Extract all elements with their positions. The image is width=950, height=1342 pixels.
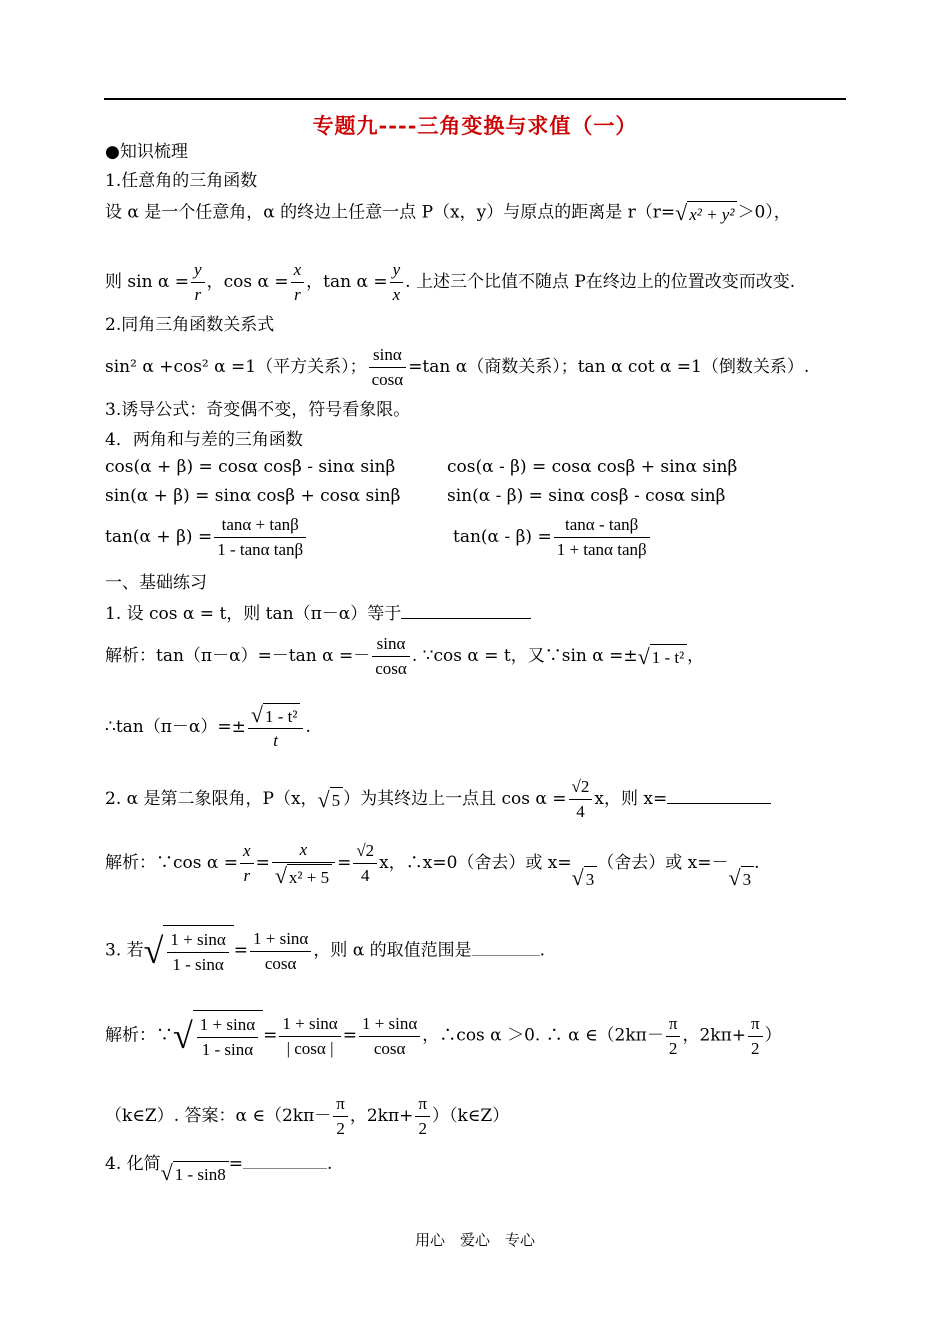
text-ratios-tail: . 上述三个比值不随点 P在终边上的位置改变而改变. — [405, 272, 796, 292]
question-1: 1. 设 cos α = t，则 tan（π－α）等于 — [105, 600, 531, 626]
answer-blank-2[interactable] — [667, 785, 771, 804]
radical-question-3: √ $\frac{1 + \sin\alpha}{1 - \sin\alpha}$ — [144, 925, 234, 977]
frac-x-over-r: $\frac{x}{r}$ — [240, 839, 254, 888]
section-knowledge: ●知识梳理 — [105, 142, 188, 162]
text-ratios-lead: 则 sin α = — [105, 272, 190, 292]
frac-tan: $\frac{y}{x}$ — [390, 258, 404, 307]
frac-question-2: $\frac{√2}{4}$ — [569, 775, 593, 824]
question-3: 3. 若√ $\frac{1 + \sin\alpha}{1 - \sin\alpha}$ = $\frac{1 + \sin\alpha}{\cos\alpha}$ ，则 α 的取值范围是 . — [105, 925, 545, 977]
radical-sqrt5: √ 5 — [318, 787, 344, 813]
radical-question-4: √ 1 - sin8 — [161, 1160, 229, 1186]
answer-3: 解析：∵√ $\frac{1 + \sin\alpha}{1 - \sin\alpha}$ = $\frac{1 + \sin\alpha}{| \cos\alpha |}$ = $\frac{1 + \sin\alpha}{\cos\alpha}$ ，∴cos α ＞0. ∴ α ∈（2kπ－ $\frac{\pi}{2}$ ，2kπ+ $\frac{\pi}{2}$ ） — [105, 1010, 782, 1062]
frac-tan-diff: $\frac{\tan\alpha - \tan\beta}{\text{1 + tanα tanβ}}$ — [554, 513, 650, 562]
answer-3-final: （k∈Z）. 答案：α ∈（2kπ－ $\frac{\pi}{2}$ ，2kπ+ $\frac{\pi}{2}$ ）（k∈Z） — [105, 1092, 509, 1141]
section-basic: 一、基础练习 — [105, 573, 207, 593]
question-4: 4. 化简√ 1 - sin8= . — [105, 1150, 332, 1186]
frac-conclusion-1: $\frac{\text{√ 1 - t²}}{t}$ — [248, 702, 304, 753]
top-rule — [104, 98, 846, 100]
answer-2: 解析：∵cos α = $\frac{x}{r}$ = $\frac{x}{\text{√ x² + 5}}$ = $\frac{√2}{4}$ x，∴x=0（舍去）或 x=√ 3（舍去）或 x=－√ 3. — [105, 840, 760, 891]
page-title: 专题九----三角变换与求值（一） — [312, 113, 638, 138]
page-footer: 用心 爱心 专心 — [414, 1231, 535, 1249]
frac-abs-cos: $\frac{1 + \sin\alpha}{| \cos\alpha |}$ — [279, 1012, 340, 1061]
answer-1: 解析：tan（π－α）=－tan α =－ $\frac{\sin\alpha}{\cos\alpha}$ . ∵cos α = t，又∵sin α =±√ 1 - t² ， — [105, 632, 704, 681]
text-identities-a: sin² α +cos² α =1（平方关系）； — [105, 357, 367, 377]
conclusion-1: ∴tan（π－α）=± $\frac{\text{√ 1 - t²}}{t}$ . — [105, 702, 311, 753]
text-identities — [105, 343, 809, 392]
answer-blank-3[interactable] — [472, 937, 540, 956]
formula-tan-sum: tan(α + β) = $\frac{\tan\alpha + \tan\beta}{\text{1 - tanα tanβ}}$ — [105, 513, 308, 562]
question-2: 2. α 是第二象限角，P（x，√ 5 ）为其终边上一点且 cos α = $\frac{√2}{4}$ x，则 x= — [105, 775, 771, 824]
text-ratios — [105, 258, 795, 307]
answer-blank-1[interactable] — [401, 600, 531, 619]
frac-pi-over-2-b: $\frac{\pi}{2}$ — [748, 1012, 763, 1061]
formula-cos-sum: cos(α + β) = cosα cosβ - sinα sinβ — [105, 457, 396, 477]
answer-blank-4[interactable] — [243, 1150, 327, 1169]
section-4: 4．两角和与差的三角函数 — [105, 430, 303, 450]
section-1: 1.任意角的三角函数 — [105, 171, 258, 191]
text-definition — [105, 200, 791, 226]
frac-cos: $\frac{x}{r}$ — [291, 258, 305, 307]
formula-sin-sum: sin(α + β) = sinα cosβ + cosα sinβ — [105, 486, 401, 506]
formula-cos-diff: cos(α - β) = cosα cosβ + sinα sinβ — [447, 457, 738, 477]
frac-pi-over-2-d: $\frac{\pi}{2}$ — [415, 1092, 430, 1141]
section-3: 3.诱导公式：奇变偶不变，符号看象限。 — [105, 400, 411, 420]
frac-x-over-radical: $\frac{x}{\text{√ x² + 5}}$ — [272, 838, 335, 889]
text-identities-b: =tan α（商数关系）；tan α cot α =1（倒数关系）. — [408, 357, 810, 377]
frac-pi-over-2-c: $\frac{\pi}{2}$ — [333, 1092, 348, 1141]
frac-tan-sum: $\frac{\tan\alpha + \tan\beta}{\text{1 - tanα tanβ}}$ — [214, 513, 306, 562]
text-definition-a: 设 α 是一个任意角，α 的终边上任意一点 P（x，y）与原点的距离是 r（r= — [105, 202, 676, 223]
frac-sin-cos: $\frac{\sin\alpha}{\cos\alpha}$ — [369, 343, 407, 392]
section-2: 2.同角三角函数关系式 — [105, 315, 275, 335]
frac-answer-1: $\frac{\sin\alpha}{\cos\alpha}$ — [372, 632, 410, 681]
radical-sqrt3-a: √ 3 — [572, 865, 598, 891]
formula-sin-diff: sin(α - β) = sinα cosβ - cosα sinβ — [447, 486, 726, 506]
text-ratios-cos: ，cos α = — [206, 272, 289, 292]
frac-pi-over-2-a: $\frac{\pi}{2}$ — [666, 1012, 681, 1061]
text-definition-b: ＞0）， — [737, 202, 791, 223]
radical-sqrt3-b: √ 3 — [728, 865, 754, 891]
radical-answer-1: √ 1 - t² — [638, 644, 688, 670]
radical-r: √ x² + y² — [675, 200, 737, 226]
frac-cos: $\frac{1 + \sin\alpha}{\cos\alpha}$ — [359, 1012, 420, 1061]
formula-tan-diff: tan(α - β) = $\frac{\tan\alpha - \tan\beta}{\text{1 + tanα tanβ}}$ — [453, 513, 652, 562]
frac-question-3: $\frac{1 + \sin\alpha}{\cos\alpha}$ — [250, 927, 311, 976]
radical-answer-3: √ $\frac{1 + \sin\alpha}{1 - \sin\alpha}$ — [173, 1010, 263, 1062]
frac-sin: $\frac{y}{r}$ — [191, 258, 205, 307]
text-ratios-tan: ，tan α = — [306, 272, 388, 292]
frac-sqrt2-over-4: $\frac{√2}{4}$ — [353, 839, 377, 888]
